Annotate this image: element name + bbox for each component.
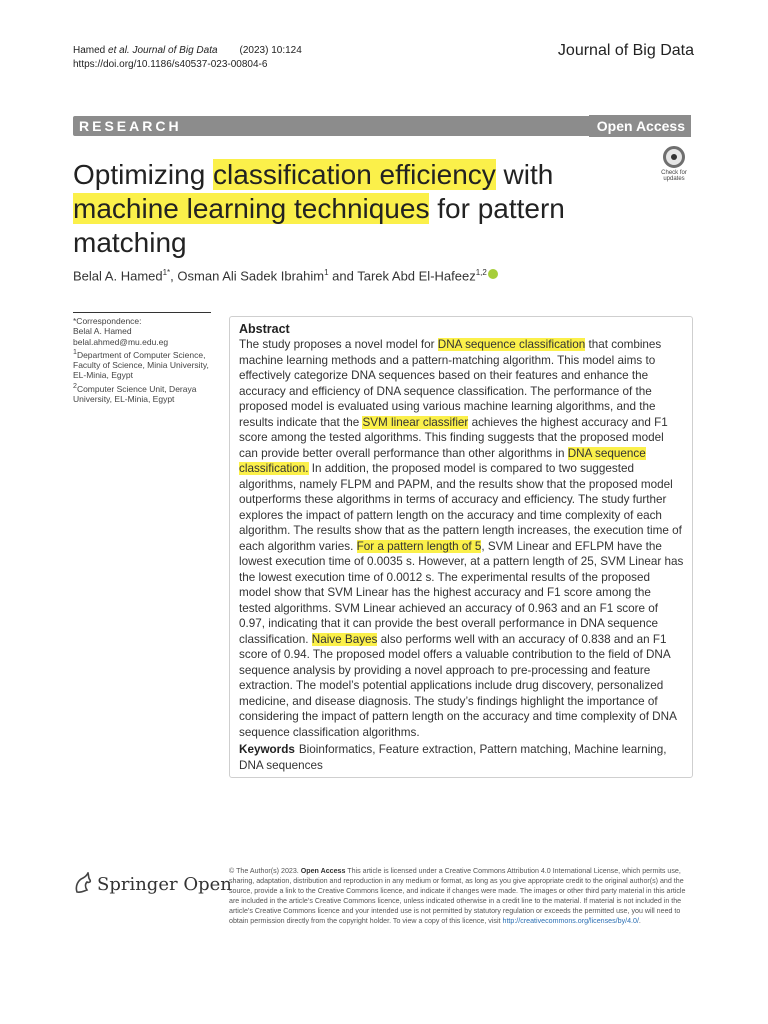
open-access-badge: Open Access: [589, 115, 691, 137]
abstract-heading: Abstract: [239, 322, 290, 336]
abstract-box: [229, 316, 693, 778]
correspondence-email[interactable]: belal.ahmed@mu.edu.eg: [73, 336, 169, 347]
affiliation-1: $^1$Department of Computer Science, Faculty of Science, Minia University, EL-Minia, Egypt: [73, 347, 209, 381]
abstract-highlight-5: Naive Bayes: [311, 632, 378, 646]
check-updates-icon: [663, 146, 685, 168]
section-label: RESEARCH: [79, 118, 182, 134]
publisher-logo: [73, 872, 232, 898]
citation-line: [73, 44, 302, 58]
correspondence-heading: *Correspondence:: [73, 316, 142, 326]
springer-horse-icon: [73, 872, 93, 896]
correspondence-name: Belal A. Hamed: [73, 326, 132, 337]
paper-title: Optimizing classification efficiency with machine learning techniques for pattern matching: [73, 159, 565, 258]
license-link[interactable]: http://creativecommons.org/licenses/by/4.0/: [502, 917, 639, 925]
abstract-highlight-1: DNA sequence classification: [437, 338, 586, 351]
author-3[interactable]: and Tarek Abd El-Hafeez: [328, 268, 476, 284]
author-2[interactable]: , Osman Ali Sadek Ibrahim: [170, 268, 325, 284]
citation-header: [73, 44, 302, 72]
citation-etal: et al.: [108, 45, 130, 56]
publisher-name: Springer Open: [97, 874, 232, 895]
divider: [73, 312, 211, 313]
abstract-highlight-3: DNA sequence classification.: [239, 446, 646, 475]
citation-year: (2023) 10:124: [239, 45, 302, 56]
citation-journal: Journal of Big Data: [129, 45, 218, 56]
abstract-text: The study proposes a novel model for DNA sequence classification that combines machine learning methods and a pattern-matching algorithm. This model aims to effectively categorize DNA sequences based on their features and enhance the accuracy and efficiency of DNA sequence classification. The performance of the proposed model is evaluated using various machine learning algorithms, and the results indicate that the SVM linear classifier achieves the highest accuracy and F1 score among the tested algorithms. This finding suggests that the proposed model can provide better overall performance than other algorithms in DNA sequence classification. In addition, the proposed model is compared to two suggested algorithms, namely FLPM and PAPM, and the results show that the proposed model outperforms these algorithms in terms of accuracy and efficiency. The study further explores the impact of pattern length on the accuracy and time complexity of each algorithm. The results show that as the pattern length increases, the execution time of each algorithm varies. For a pattern length of 5, SVM Linear and EFLPM have the lowest execution time of 0.0035 s. However, at a pattern length of 25, SVM Linear has the lowest execution time of 0.0012 s. The experimental results of the proposed model show that SVM Linear has the highest accuracy and F1 score among the tested algorithms. SVM Linear achieved an accuracy of 0.963 and an F1 score of 0.97, indicating that it can provide the best overall performance in DNA sequence classification. Naive Bayes also performs well with an accuracy of 0.838 and an F1 score of 0.94. The proposed model offers a valuable contribution to the field of DNA sequence analysis by providing a novel approach to pre-processing and feature extraction. The model’s potential applications include drug discovery, personalized medicine, and disease diagnosis. The study’s findings highlight the importance of considering the impact of pattern length on the accuracy and time complexity of DNA sequence classification algorithms.: [239, 338, 684, 739]
abstract-highlight-2: SVM linear classifier: [362, 415, 469, 429]
check-for-updates-badge[interactable]: [656, 146, 692, 182]
orcid-icon[interactable]: [488, 269, 498, 279]
title-highlight-2: machine learning techniques: [73, 193, 430, 224]
affiliation-2: $^2$Computer Science Unit, Deraya University, EL-Minia, Egypt: [73, 381, 197, 404]
section-banner: [73, 116, 691, 136]
doi-link[interactable]: https://doi.org/10.1186/s40537-023-00804-6: [73, 59, 268, 70]
author-1[interactable]: Belal A. Hamed: [73, 268, 163, 284]
title-highlight-1: classification efficiency: [213, 159, 496, 190]
license-text: © The Author(s) 2023. Open Access This article is licensed under a Creative Commons Attribution 4.0 International License, which permits use, sharing, adaptation, distribution and reproduction in any medium or format, as long as you give appropriate credit to the original author(s) and the source, provide a link to the Creative Commons licence, and indicate if changes were made. The images or other third party material in this article are included in the article’s Creative Commons licence, unless indicated otherwise in a credit line to the material. If material is not included in the article’s Creative Commons licence and your intended use is not permitted by statutory regulation or exceeds the permitted use, you will need to obtain permission directly from the copyright holder. To view a copy of this licence, visit http://creativecommons.org/licenses/by/4.0/.: [229, 867, 686, 925]
check-updates-label: Check for updates: [661, 170, 687, 182]
abstract-highlight-4: For a pattern length of 5: [356, 539, 482, 553]
citation-authors: Hamed: [73, 45, 109, 56]
keywords-text: Bioinformatics, Feature extraction, Pattern matching, Machine learning, DNA sequences: [239, 743, 667, 772]
keywords-label: Keywords: [239, 743, 295, 756]
author-list: Belal A. Hamed$^{1*}$, Osman Ali Sadek Ibrahim$^1$ and Tarek Abd El-Hafeez$^{1,2}$: [73, 268, 498, 283]
keywords: [239, 742, 684, 773]
journal-name: Journal of Big Data: [557, 42, 694, 59]
correspondence-block: [73, 312, 213, 404]
